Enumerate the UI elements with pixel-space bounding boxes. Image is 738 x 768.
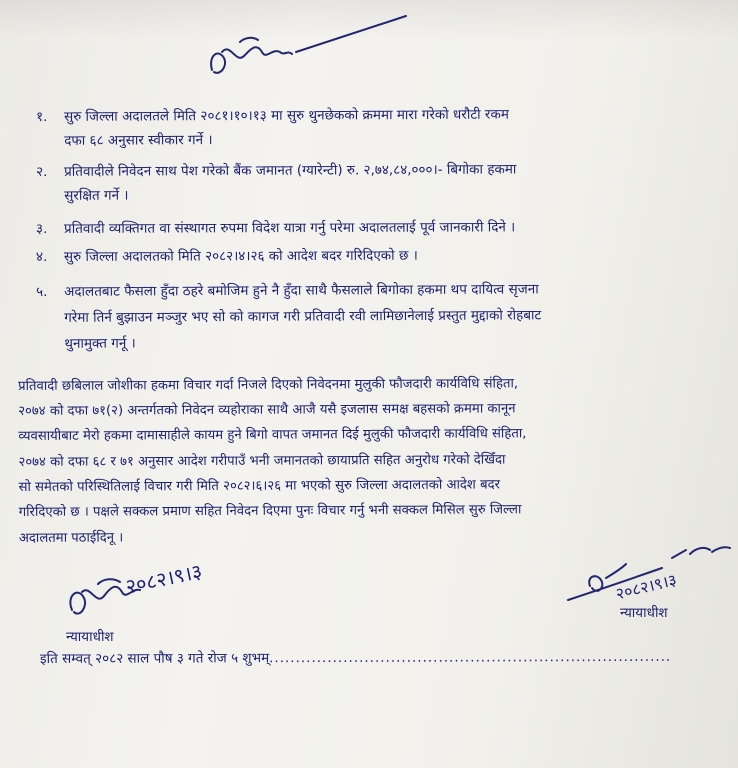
- item-number: ५.: [36, 283, 48, 300]
- item-line: गरेमा तिर्न बुझाउन मञ्जुर भए सो को कागज गरी प्रतिवादी रवी लामिछानेलाई प्रस्तुत मुद्दाको रोहबाट: [64, 307, 542, 326]
- right-judge-title: न्यायाधीश: [620, 605, 668, 621]
- footer-dotted-line: ............................................................................: [269, 648, 672, 667]
- paragraph-line: प्रतिवादी छबिलाल जोशीका हकमा विचार गर्दा निजले दिएको निवेदनमा मुलुकी फौजदारी कार्यविधि संहिता,: [18, 376, 519, 394]
- footer-line: [40, 648, 671, 668]
- right-signature-date: २०८२।९।३: [613, 570, 679, 604]
- paragraph-line: गरिदिएको छ । पक्षले सक्कल प्रमाण सहित निवेदन दिएमा पुनः विचार गर्नु भनी सक्कल मिसिल सुरु जिल्ला: [18, 502, 522, 520]
- item-line: प्रतिवादीले निवेदन साथ पेश गरेको बैंक जमानत (ग्यारेन्टी) रु. २,७४,८४,०००।- बिगोका हकमा: [64, 161, 517, 180]
- paragraph-line: अदालतमा पठाईदिनू ।: [18, 530, 124, 546]
- footer-text: इति सम्वत् २०८२ साल पौष ३ गते रोज ५ शुभम्: [40, 650, 270, 667]
- top-signature: [200, 12, 420, 92]
- paragraph-line: सो समेतको परिस्थितिलाई विचार गरी मिति २०८२।६।२६ मा भएको सुरु जिल्ला अदालतको आदेश बदर: [18, 477, 501, 495]
- left-judge-title: न्यायाधीश: [66, 629, 114, 645]
- item-line: सुरु जिल्ला अदालतले मिति २०८१।१०।१३ मा सुरु थुनछेकको क्रममा मारा गरेको धरौटी रकम: [64, 106, 509, 125]
- item-line: प्रतिवादी व्यक्तिगत वा संस्थागत रुपमा विदेश यात्रा गर्नु परेमा अदालतलाई पूर्व जानकारी दिने ।: [64, 219, 516, 237]
- item-number: ३.: [36, 220, 48, 237]
- item-line: सुरु जिल्ला अदालतको मिति २०८२।४।२६ को आदेश बदर गरिदिएको छ ।: [64, 247, 418, 265]
- left-signature-date: २०८२।९।३: [123, 558, 205, 599]
- paragraph-line: व्यवसायीबाट मेरो हकमा दामासाहीले कायम हुने बिगो वापत जमानत दिई मुलुकी फौजदारी कार्यविधि संहिता,: [18, 426, 527, 444]
- paragraph-line: २०७४ को दफा ७१(२) अन्तर्गतको निवेदन व्यहोराका साथै आजै यसै इजलास समक्ष बहसको क्रममा कानून: [18, 401, 516, 419]
- item-number: १.: [36, 108, 48, 125]
- item-line: दफा ६८ अनुसार स्वीकार गर्ने ।: [64, 132, 213, 149]
- paragraph-line: २०७४ को दफा ६८ र ७१ अनुसार आदेश गरीपाउँ भनी जमानतको छायाप्रति सहित अनुरोध गरेको देखिँदा: [18, 452, 506, 470]
- item-line: सुरक्षित गर्ने ।: [64, 187, 129, 204]
- item-number: ४.: [36, 248, 48, 265]
- item-line: अदालतबाट फैसला हुँदा ठहरे बमोजिम हुने नै हुँदा साथै फैसलाले बिगोका हकमा थप दायित्व सृजना: [64, 281, 539, 300]
- item-line: थुनामुक्त गर्नू ।: [64, 335, 136, 352]
- item-number: २.: [36, 163, 48, 180]
